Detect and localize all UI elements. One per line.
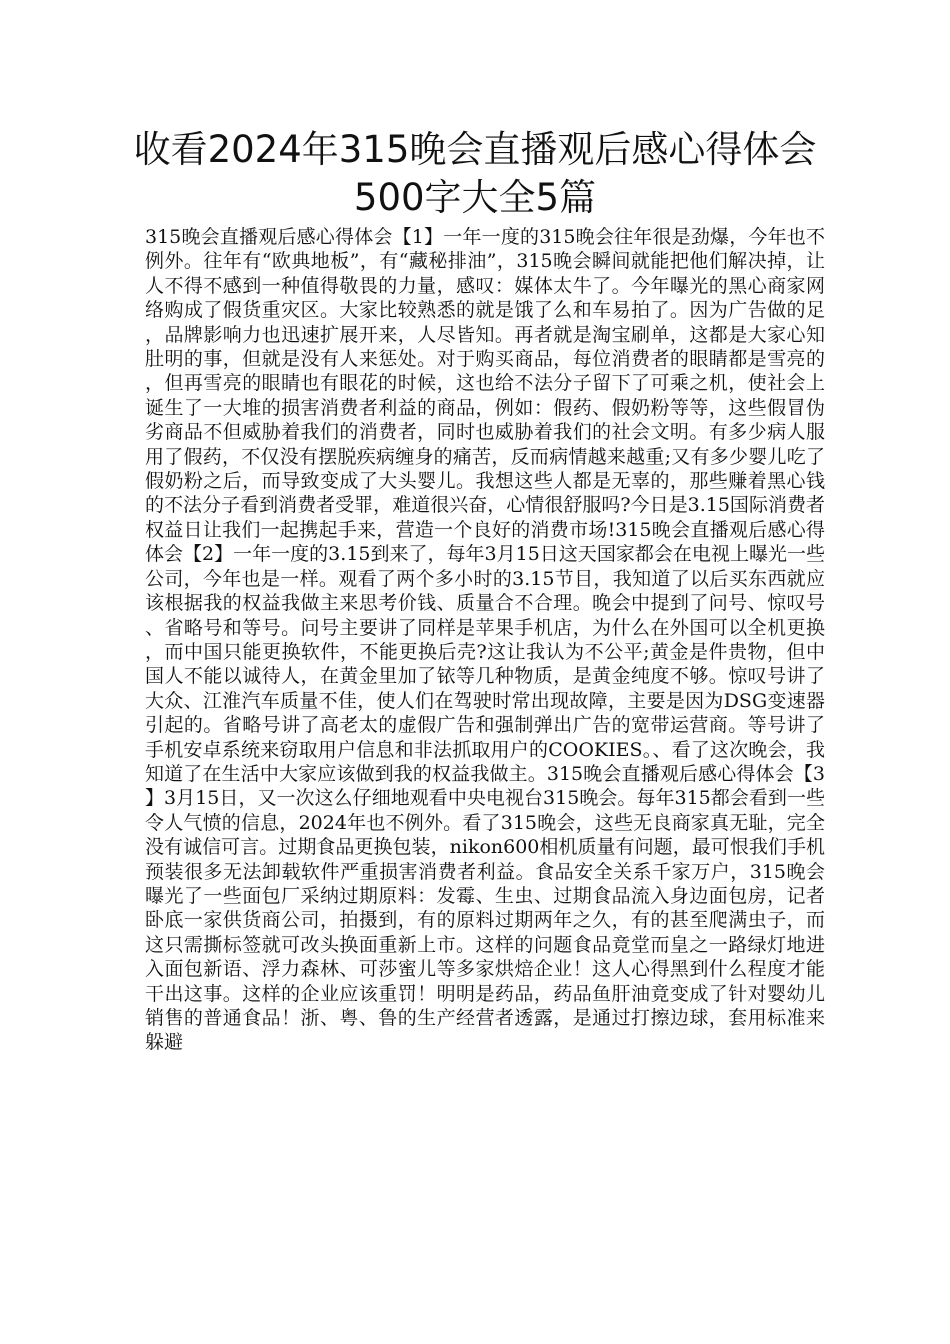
document-body: 315晚会直播观后感心得体会【1】一年一度的315晚会往年很是劲爆，今年也不例外。往年有“欧典地板”，有“藏秘排油”，315晚会瞬间就能把他们解决掉，让人不得不感到一种值得敬畏的力量，感叹：媒体太牛了。今年曝光的黑心商家网络购成了假货重灾区。大家比较熟悉的就是饿了么和车易拍了。因为广告做的足，品牌影响力也迅速扩展开来，人尽皆知。再者就是淘宝刷单，这都是大家心知肚明的事，但就是没有人来惩处。对于购买商品，每位消费者的眼睛都是雪亮的，但再雪亮的眼睛也有眼花的时候，这也给不法分子留下了可乘之机，使社会上诞生了一大堆的损害消费者利益的商品，例如：假药、假奶粉等等，这些假冒伪劣商品不但威胁着我们的消费者，同时也威胁着我们的社会文明。有多少病人服用了假药，不仅没有摆脱疾病缠身的痛苦，反而病情越来越重;又有多少婴儿吃了假奶粉之后，而导致变成了大头婴儿。我想这些人都是无辜的，那些赚着黑心钱的不法分子看到消费者受罪，难道很兴奋，心情很舒服吗?今日是3.15国际消费者权益日让我们一起携起手来，营造一个良好的消费市场!315晚会直播观后感心得体会【2】一年一度的3.15到来了，每年3月15日这天国家都会在电视上曝光一些公司，今年也是一样。观看了两个多小时的3.15节目，我知道了以后买东西就应该根据我的权益我做主来思考价钱、质量合不合理。晚会中提到了问号、惊叹号、省略号和等号。问号主要讲了同样是苹果手机店，为什么在外国可以全机更换，而中国只能更换软件，不能更换后壳?这让我认为不公平;黄金是件贵物，但中国人不能以诚待人，在黄金里加了铱等几种物质，是黄金纯度不够。惊叹号讲了大众、江淮汽车质量不佳，使人们在驾驶时常出现故障，主要是因为DSG变速器引起的。省略号讲了高老太的虚假广告和强制弹出广告的宽带运营商。等号讲了手机安卓系统来窃取用户信息和非法抓取用户的COOKIES。、看了这次晚会，我知道了在生活中大家应该做到我的权益我做主。315晚会直播观后感心得体会【3】3月15日，又一次这么仔细地观看中央电视台315晚会。每年315都会看到一些令人气愤的信息，2024年也不例外。看了315晚会，这些无良商家真无耻，完全没有诚信可言。过期食品更换包装，nikon600相机质量有问题，最可恨我们手机预装很多无法卸载软件严重损害消费者利益。食品安全关系千家万户，315晚会曝光了一些面包厂采纳过期原料：发霉、生虫、过期食品流入身边面包房，记者卧底一家供货商公司，拍摄到，有的原料过期两年之久，有的甚至爬满虫子，而这只需撕标签就可改头换面重新上市。这样的问题食品竟堂而皇之一路绿灯地进入面包新语、浮力森林、可莎蜜儿等多家烘焙企业！这人心得黑到什么程度才能干出这事。这样的企业应该重罚！明明是药品，药品鱼肝油竟变成了针对婴幼儿销售的普通食品！浙、粤、鲁的生产经营者透露，是通过打擦边球，套用标准来躲避 — [145, 226, 825, 1054]
document-title: 收看2024年315晚会直播观后感心得体会500字大全5篇 — [133, 128, 817, 219]
